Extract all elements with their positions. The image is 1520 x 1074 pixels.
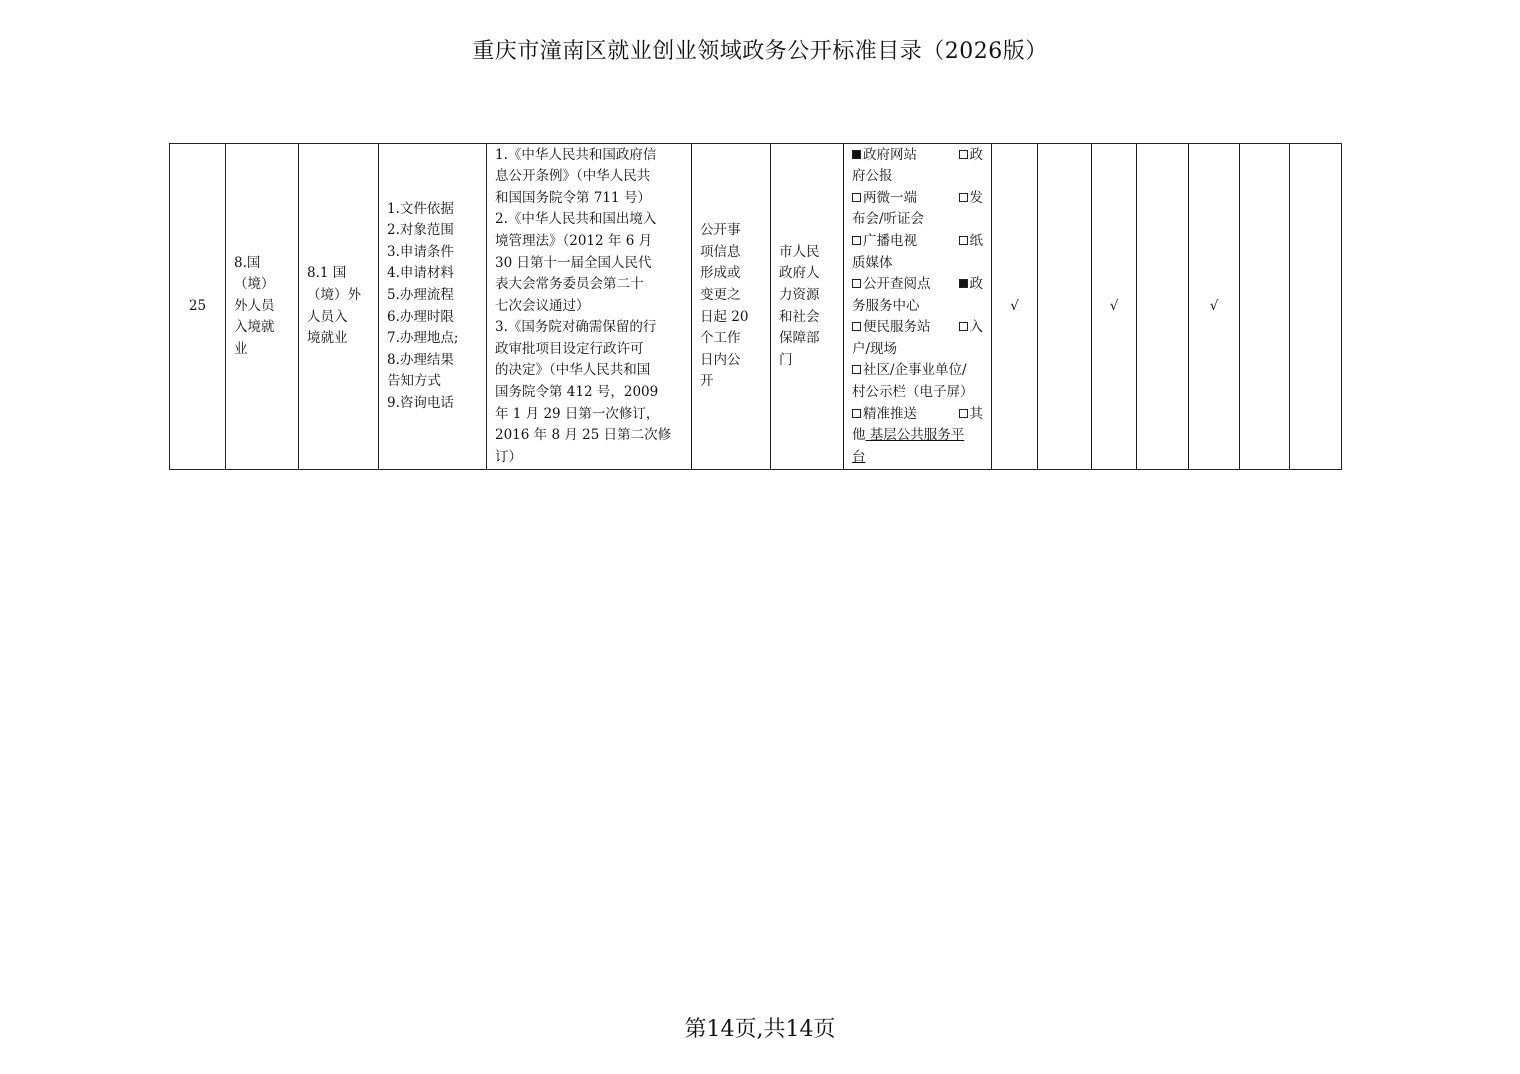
checkbox-empty-icon	[852, 322, 861, 331]
channel-row	[852, 360, 983, 382]
channel-label: 其	[969, 405, 983, 422]
row-index: 25	[188, 297, 207, 314]
legal-basis-line: 2.《中华人民共和国出境入	[495, 211, 657, 228]
mark-cell	[992, 144, 1038, 470]
legal-basis-line: 境管理法》（2012 年 6 月	[495, 232, 653, 249]
legal-basis-line: 表大会常务委员会第二十	[495, 276, 644, 293]
timeline-line: 开	[700, 373, 714, 390]
legal-basis-line: 30 日第十一届全国人民代	[495, 254, 652, 271]
checkbox-empty-icon	[852, 193, 861, 202]
checkbox-empty-icon	[852, 279, 861, 288]
public-item: 5.办理流程	[387, 286, 454, 303]
category-l1-line: 外人员	[234, 297, 275, 314]
checkbox-checked-icon	[959, 279, 968, 288]
legal-basis-line: 和国国务院令第 711 号）	[495, 189, 651, 206]
channel-row	[852, 274, 983, 296]
subject-line: 门	[779, 351, 793, 368]
channel-label-cont: 村公示栏（电子屏）	[852, 384, 974, 401]
category-l1-line: 业	[234, 340, 248, 357]
channel-label: 政府网站	[863, 146, 917, 163]
legal-basis-line: 年 1 月 29 日第一次修订，	[495, 405, 660, 422]
timeline-line: 变更之	[700, 286, 741, 303]
channel-row	[852, 404, 983, 426]
mark-cell	[1290, 144, 1342, 470]
public-item: 8.办理结果	[387, 351, 454, 368]
checkbox-empty-icon	[959, 193, 968, 202]
checkbox-empty-icon	[852, 236, 861, 245]
legal-basis-line: 1.《中华人民共和国政府信	[495, 146, 657, 163]
subject-line: 力资源	[779, 286, 820, 303]
category-l2-cell	[299, 144, 379, 470]
check-mark: √	[1109, 297, 1119, 314]
public-item: 1.文件依据	[387, 200, 454, 217]
channel-row	[852, 145, 983, 167]
channel-label: 公开查阅点	[863, 276, 931, 293]
timeline-line: 公开事	[700, 222, 741, 239]
public-item: 3.申请条件	[387, 243, 454, 260]
public-items-cell	[379, 144, 487, 470]
channel-label-cont: 府公报	[852, 168, 893, 185]
public-item: 6.办理时限	[387, 308, 454, 325]
channel-label: 纸	[969, 232, 983, 249]
checkbox-checked-icon	[852, 150, 861, 159]
legal-basis-cell	[487, 144, 692, 470]
timeline-line: 项信息	[700, 243, 741, 260]
subject-line: 和社会	[779, 308, 820, 325]
channel-label: 政	[969, 276, 983, 293]
checkbox-empty-icon	[852, 409, 861, 418]
timeline-line: 日内公	[700, 351, 741, 368]
category-l1-cell	[226, 144, 299, 470]
mark-cell	[1038, 144, 1092, 470]
mark-cell	[1189, 144, 1240, 470]
category-l1-line: 8.国	[234, 254, 261, 271]
public-item: 7.办理地点;	[387, 330, 459, 347]
subject-cell	[771, 144, 844, 470]
channels-cell	[844, 144, 992, 470]
public-item: 2.对象范围	[387, 222, 454, 239]
timeline-cell	[692, 144, 771, 470]
channel-label: 两微一端	[863, 189, 917, 206]
category-l1-line: 入境就	[234, 319, 275, 336]
public-item: 告知方式	[387, 373, 441, 390]
category-l2-line: 人员入	[307, 308, 348, 325]
public-item: 4.申请材料	[387, 265, 454, 282]
timeline-line: 日起 20	[700, 308, 749, 325]
channel-label-cont: 他	[852, 427, 866, 444]
page-footer: 第14页,共14页	[684, 1017, 836, 1042]
checkbox-empty-icon	[959, 322, 968, 331]
channel-label-cont: 户/现场	[852, 340, 898, 357]
other-channel-text: 基层公共服务平	[865, 427, 965, 444]
check-mark: √	[1209, 297, 1219, 314]
channel-label: 社区/企事业单位/	[863, 362, 967, 379]
legal-basis-line: 2016 年 8 月 25 日第二次修	[495, 427, 672, 444]
channel-label: 精准推送	[863, 405, 917, 422]
checkbox-empty-icon	[959, 236, 968, 245]
legal-basis-line: 七次会议通过）	[495, 297, 590, 314]
mark-cell	[1240, 144, 1290, 470]
page-title: 重庆市潼南区就业创业领域政务公开标准目录（2026版）	[472, 39, 1048, 64]
timeline-line: 个工作	[700, 330, 741, 347]
table-row	[170, 144, 1342, 470]
checkbox-empty-icon	[852, 365, 861, 374]
channel-row	[852, 188, 983, 210]
category-l1-line: （境）	[234, 276, 275, 293]
channel-label: 政	[969, 146, 983, 163]
catalog-table	[169, 143, 1342, 470]
category-l2-line: （境）外	[307, 286, 361, 303]
channel-label: 广播电视	[863, 232, 917, 249]
legal-basis-line: 国务院令第 412 号，2009	[495, 384, 659, 401]
mark-cell	[1137, 144, 1189, 470]
channel-label-cont: 务服务中心	[852, 297, 920, 314]
channel-row	[852, 231, 983, 253]
row-index-cell	[170, 144, 226, 470]
legal-basis-line: 息公开条例》（中华人民共	[495, 168, 651, 185]
checkbox-empty-icon	[959, 409, 968, 418]
channel-label: 发	[969, 189, 983, 206]
subject-line: 政府人	[779, 265, 820, 282]
mark-cell	[1092, 144, 1137, 470]
channel-other-row	[852, 425, 983, 447]
legal-basis-line: 订）	[495, 448, 522, 465]
channel-label: 入	[969, 319, 983, 336]
public-item: 9.咨询电话	[387, 394, 454, 411]
legal-basis-line: 3.《国务院对确需保留的行	[495, 319, 657, 336]
category-l2-line: 8.1 国	[307, 265, 347, 282]
subject-line: 保障部	[779, 330, 820, 347]
category-l2-line: 境就业	[307, 330, 348, 347]
timeline-line: 形成或	[700, 265, 741, 282]
channel-label: 便民服务站	[863, 319, 931, 336]
legal-basis-line: 政审批项目设定行政许可	[495, 340, 644, 357]
check-mark: √	[1010, 297, 1019, 314]
subject-line: 市人民	[779, 243, 820, 260]
other-channel-text: 台	[852, 448, 866, 465]
channel-label-cont: 质媒体	[852, 254, 893, 271]
channel-label-cont: 布会/听证会	[852, 211, 925, 228]
legal-basis-line: 的决定》（中华人民共和国	[495, 362, 651, 379]
checkbox-empty-icon	[959, 150, 968, 159]
channel-row	[852, 317, 983, 339]
